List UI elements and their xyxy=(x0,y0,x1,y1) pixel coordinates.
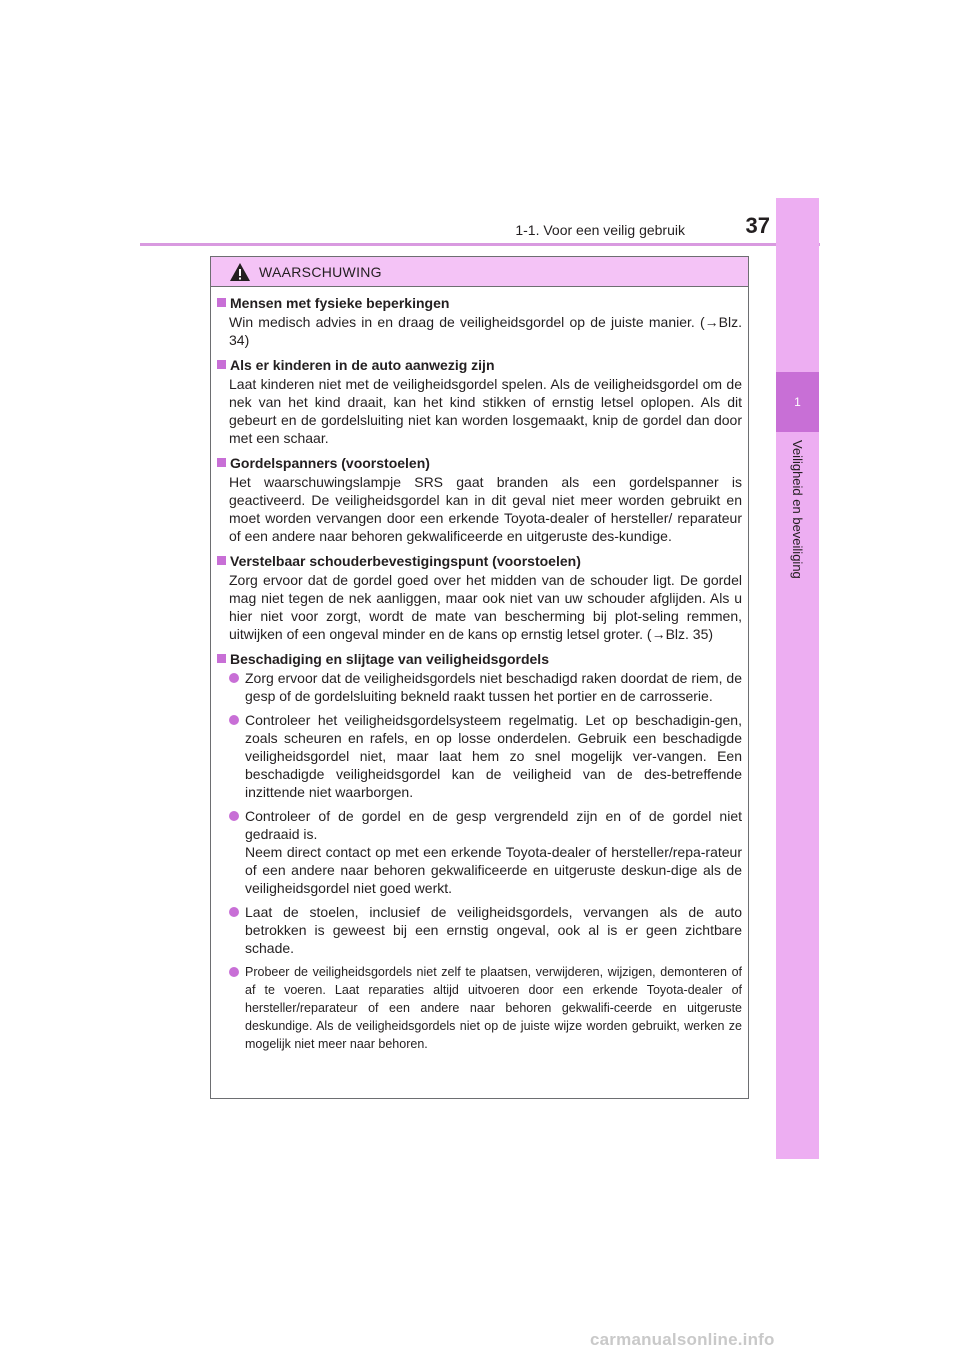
list-item xyxy=(217,903,742,957)
bullet-text: Laat de stoelen, inclusief de veiligheidsgordels, vervangen als de auto betrokken is geweest bij een ernstig ongeval, ook al is er geen zichtbare schade. xyxy=(245,904,742,956)
square-bullet-icon xyxy=(217,458,226,467)
section-text: Zorg ervoor dat de gordel goed over het midden van de schouder ligt. De gordel mag niet tegen de nek aanliggen, maar ook niet van uw schouder afglijden. Als u hier niet voor zorgt, wordt de mate van bescherming bij plot-seling remmen, uitwijken of een ongeval minder en de kans op ernstig letsel groter. (→Blz. 35) xyxy=(229,572,742,642)
side-tab-label: Veiligheid en beveiliging xyxy=(790,440,805,579)
section-heading: Beschadiging en slijtage van veiligheidsgordels xyxy=(230,651,549,667)
round-bullet-icon xyxy=(229,907,239,917)
round-bullet-icon xyxy=(229,715,239,725)
section-heading: Mensen met fysieke beperkingen xyxy=(230,295,450,311)
section-heading: Als er kinderen in de auto aanwezig zijn xyxy=(230,357,495,373)
warning-body xyxy=(211,287,748,1053)
section-heading: Verstelbaar schouderbevestigingspunt (voorstoelen) xyxy=(230,553,581,569)
section-text: Laat kinderen niet met de veiligheidsgordel spelen. Als de veiligheidsgordel om de nek van het kind draait, kan het kind stikken of ernstig letsel oplopen. Als dit gebeurt en de gordelsluiting niet kan worden losgemaakt, knip de gordel dan door met een schaar. xyxy=(229,376,742,446)
section-shoulder-anchor xyxy=(217,551,742,643)
bullet-text: Controleer of de gordel en de gesp vergrendeld zijn en of de gordel niet gedraaid is. xyxy=(245,808,742,842)
warning-title: WAARSCHUWING xyxy=(259,263,382,280)
list-item xyxy=(217,963,742,1053)
bullet-text: Zorg ervoor dat de veiligheidsgordels niet beschadigd raken doordat de riem, de gesp of de gordelsluiting bekneld raakt tussen het portier en de carrosserie. xyxy=(245,670,742,704)
round-bullet-icon xyxy=(229,811,239,821)
warning-header xyxy=(211,257,748,287)
section-heading: Gordelspanners (voorstoelen) xyxy=(230,455,430,471)
square-bullet-icon xyxy=(217,556,226,565)
square-bullet-icon xyxy=(217,298,226,307)
section-text: Het waarschuwingslampje SRS gaat branden als een gordelspanner is geactiveerd. De veiligheidsgordel kan in dit geval niet meer worden gebruikt en moet worden vervangen door een erkende Toyota-dealer of hersteller/ reparateur of een andere naar behoren gekwalificeerde en uitgeruste des-kundige. xyxy=(229,474,742,544)
bullet-text: Controleer het veiligheidsgordelsysteem regelmatig. Let op beschadigin-gen, zoals scheuren en rafels, en op losse onderdelen. Gebruik een beschadigde veiligheidsgordel niet, maar laat hem zo snel mogelijk ver-vangen. Een beschadigde veiligheidsgordel kan de veiligheid van de des-betreffende inzittende niet waarborgen. xyxy=(245,712,742,800)
section-children xyxy=(217,355,742,447)
square-bullet-icon xyxy=(217,654,226,663)
warning-box xyxy=(210,256,749,1099)
bullet-text-extra: Neem direct contact op met een erkende Toyota-dealer of hersteller/repa-rateur of een andere naar behoren gekwalificeerde en uitgeruste deskun-dige als de veiligheidsgordel niet goed werkt. xyxy=(245,844,742,896)
page-number: 37 xyxy=(745,213,770,238)
chapter-title: 1-1. Voor een veilig gebruik xyxy=(515,222,685,238)
warning-triangle-icon xyxy=(229,262,251,282)
side-tab-number: 1 xyxy=(776,372,819,432)
section-physical-limitations xyxy=(217,293,742,349)
round-bullet-icon xyxy=(229,673,239,683)
section-damage-wear xyxy=(217,649,742,1053)
list-item xyxy=(217,711,742,801)
round-bullet-icon xyxy=(229,967,239,977)
watermark: carmanualsonline.info xyxy=(590,1330,775,1349)
square-bullet-icon xyxy=(217,360,226,369)
list-item xyxy=(217,807,742,897)
section-text: Win medisch advies in en draag de veiligheidsgordel op de juiste manier. (→Blz. 34) xyxy=(229,314,742,348)
bullet-text: Probeer de veiligheidsgordels niet zelf te plaatsen, verwijderen, wijzigen, demonteren of af te voeren. Laat reparaties altijd uitvoeren door een erkende Toyota-dealer of hersteller/reparateur of een andere naar behoren gekwalifi-ceerde en uitgeruste deskundige. Als de veiligheidsgordels niet op de juiste wijze worden gebruikt, werken ze mogelijk niet meer naar behoren. xyxy=(245,965,742,1051)
list-item xyxy=(217,669,742,705)
section-pretensioners xyxy=(217,453,742,545)
header-rule xyxy=(140,243,820,246)
